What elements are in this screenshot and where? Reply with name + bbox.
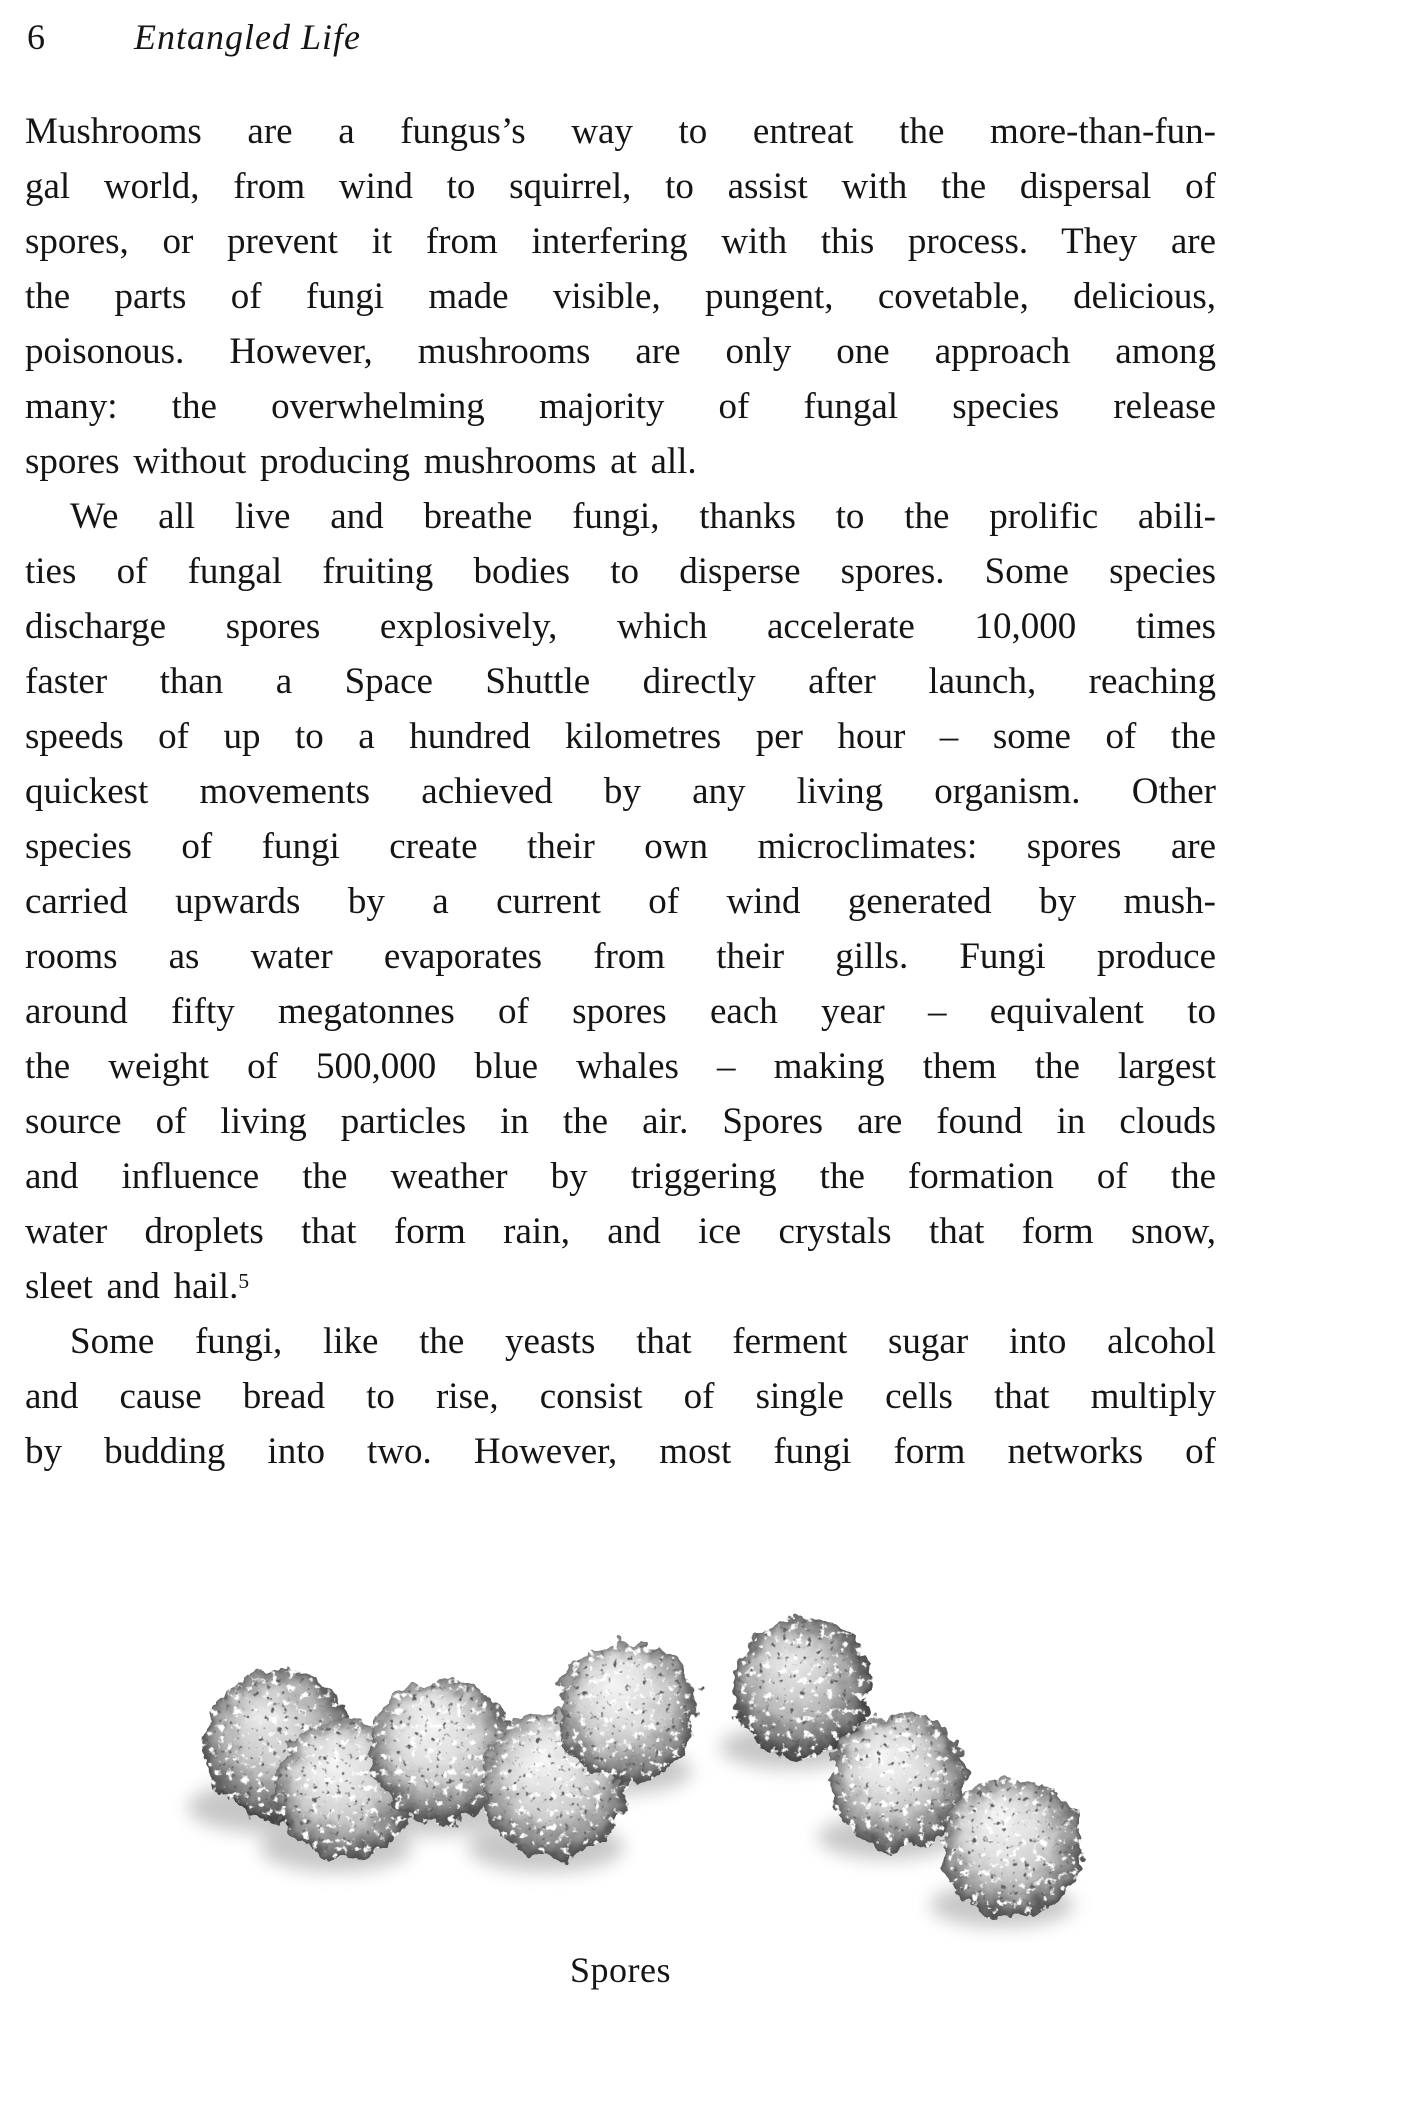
body-line: many: the overwhelming majority of fungal species release: [25, 386, 1216, 427]
body-line: poisonous. However, mushrooms are only one approach among: [25, 331, 1216, 372]
body-line: and cause bread to rise, consist of single cells that multiply: [25, 1376, 1216, 1417]
spore: [557, 1641, 699, 1783]
running-title: Entangled Life: [134, 17, 361, 57]
body-line: species of fungi create their own microclimates: spores are: [25, 826, 1216, 867]
figure-caption: Spores: [570, 1950, 671, 1990]
body-line: speeds of up to a hundred kilometres per hour – some of the: [25, 716, 1216, 757]
body-line: water droplets that form rain, and ice crystals that form snow,: [25, 1211, 1216, 1252]
page-header: [27, 16, 361, 58]
body-line: by budding into two. However, most fungi form networks of: [25, 1431, 1216, 1472]
body-line: the parts of fungi made visible, pungent, covetable, delicious,: [25, 276, 1216, 317]
page-number: 6: [27, 17, 45, 57]
body-line: Mushrooms are a fungus’s way to entreat the more-than-fun-: [25, 111, 1216, 152]
body-line: and influence the weather by triggering the formation of the: [25, 1156, 1216, 1197]
body-line: faster than a Space Shuttle directly after launch, reaching: [25, 661, 1216, 702]
body-line: spores without producing mushrooms at all.: [25, 441, 697, 482]
body-line: the weight of 500,000 blue whales – making them the largest: [25, 1046, 1216, 1087]
body-text: [25, 104, 1216, 1479]
body-line: source of living particles in the air. Spores are found in clouds: [25, 1101, 1216, 1142]
body-line: spores, or prevent it from interfering with this process. They are: [25, 221, 1216, 262]
body-line: sleet and hail.$^5$: [25, 1266, 250, 1307]
body-line: discharge spores explosively, which accelerate 10,000 times: [25, 606, 1216, 647]
body-line: gal world, from wind to squirrel, to assist with the dispersal of: [25, 166, 1216, 207]
body-line: ties of fungal fruiting bodies to disperse spores. Some species: [25, 551, 1216, 592]
body-line: Some fungi, like the yeasts that ferment sugar into alcohol: [70, 1321, 1216, 1362]
body-line: rooms as water evaporates from their gills. Fungi produce: [25, 936, 1216, 977]
body-line: carried upwards by a current of wind generated by mush-: [25, 881, 1216, 922]
body-line: quickest movements achieved by any living organism. Other: [25, 771, 1216, 812]
footnote-marker: 5: [238, 1269, 250, 1294]
body-line: We all live and breathe fungi, thanks to the prolific abili-: [70, 496, 1216, 537]
spore: [942, 1778, 1082, 1918]
spores-illustration: [118, 1585, 1178, 1945]
body-line: around fifty megatonnes of spores each year – equivalent to: [25, 991, 1216, 1032]
